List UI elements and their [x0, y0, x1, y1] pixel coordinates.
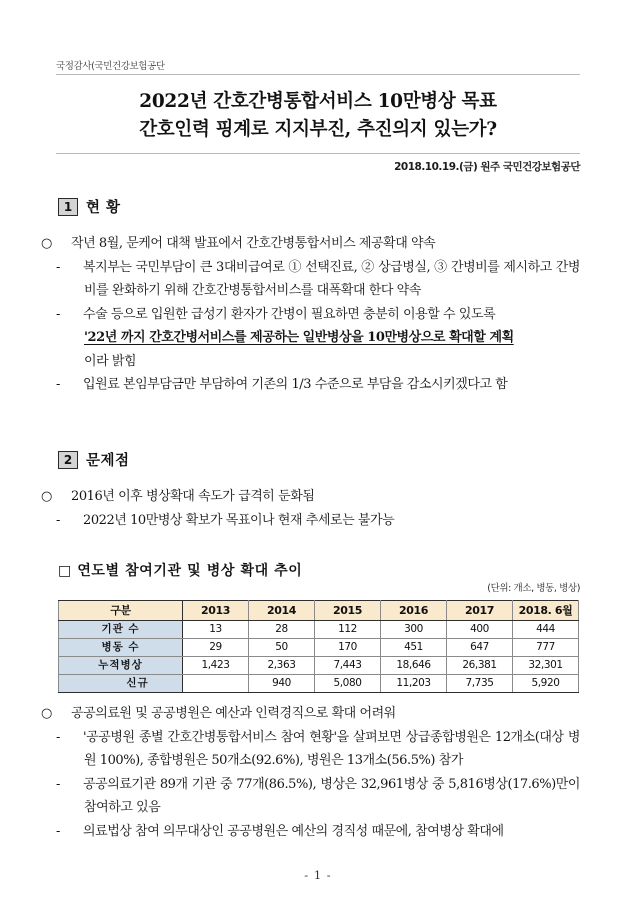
paragraph-text: 작년 8월, 문케어 대책 발표에서 간호간병통합서비스 제공확대 약속	[71, 236, 436, 251]
paragraph	[58, 256, 580, 303]
paragraph	[58, 373, 580, 397]
paragraph	[41, 232, 580, 256]
bullet-dash-icon: -	[56, 512, 60, 528]
table-header-cell: 2013	[183, 601, 249, 621]
paragraph-text: 공공의료원 및 공공병원은 예산과 인력경직으로 확대 어려워	[71, 706, 396, 721]
table-header-row	[59, 601, 579, 621]
section-2-body	[41, 485, 580, 532]
bullet-dash-icon: -	[56, 306, 60, 322]
table-cell: 32,301	[513, 657, 579, 675]
table-row	[59, 621, 579, 639]
paragraph-text: 복지부는 국민부담이 큰 3대비급여로 ① 선택진료, ② 상급병실, ③ 간병비를 제시하고 간병비를 완화하기 위해 간호간병통합서비스를 대폭확대 한다 약속	[83, 259, 580, 298]
section-1-title: 현 황	[86, 200, 121, 216]
closing-body	[41, 702, 580, 843]
table-cell: 300	[381, 621, 447, 639]
table-row-label: 병동 수	[59, 639, 183, 657]
section-2-title: 문제점	[86, 453, 130, 469]
bullet-dash-icon: -	[56, 776, 60, 792]
table-cell: 2,363	[249, 657, 315, 675]
bullet-circle-icon: ○	[41, 489, 52, 504]
table-cell: 170	[315, 639, 381, 657]
table-cell: 400	[447, 621, 513, 639]
table-header-cell: 구분	[59, 601, 183, 621]
table-header-cell: 2015	[315, 601, 381, 621]
bullet-dash-icon: -	[56, 259, 60, 275]
table-cell: 11,203	[381, 675, 447, 693]
table-header-cell: 2016	[381, 601, 447, 621]
table-cell: 777	[513, 639, 579, 657]
paragraph-emphasis	[58, 326, 580, 350]
table-cell: 1,423	[183, 657, 249, 675]
title-block	[56, 88, 580, 174]
table-header-cell: 2017	[447, 601, 513, 621]
table-row	[59, 675, 579, 693]
data-table-wrapper	[58, 600, 578, 693]
table-cell: 7,443	[315, 657, 381, 675]
title-rule	[56, 153, 580, 154]
bullet-circle-icon: ○	[41, 236, 52, 251]
table-cell: 50	[249, 639, 315, 657]
table-cell: 18,646	[381, 657, 447, 675]
table-row	[59, 639, 579, 657]
table-row-label: 누적병상	[59, 657, 183, 675]
table-cell: 7,735	[447, 675, 513, 693]
table-cell: 5,080	[315, 675, 381, 693]
paragraph-text: 이라 밝힘	[84, 353, 137, 369]
document-title-line-1: 2022년 간호간병통합서비스 10만병상 목표	[139, 91, 497, 112]
paragraph-text: 수술 등으로 입원한 급성기 환자가 간병이 필요하면 충분히 이용할 수 있도록	[83, 306, 496, 322]
table-cell: 29	[183, 639, 249, 657]
paragraph	[41, 485, 580, 509]
section-2-heading	[58, 449, 130, 470]
document-byline: 2018.10.19.(금) 원주 국민건강보험공단	[394, 161, 580, 173]
running-head-rule	[56, 74, 580, 75]
bullet-square-icon: □	[58, 563, 72, 579]
expansion-trend-table	[58, 600, 579, 693]
table-cell: 28	[249, 621, 315, 639]
table-header-cell: 2018. 6월	[513, 601, 579, 621]
paragraph-text: 2016년 이후 병상확대 속도가 급격히 둔화됨	[71, 489, 315, 504]
table-row-label: 기관 수	[59, 621, 183, 639]
running-head-text: 국정감사(국민건강보험공단	[56, 61, 165, 72]
page-number: - 1 -	[304, 868, 332, 882]
bullet-dash-icon: -	[56, 823, 60, 839]
paragraph	[58, 820, 580, 844]
table-cell: 13	[183, 621, 249, 639]
bullet-circle-icon: ○	[41, 706, 52, 721]
table-cell	[183, 675, 249, 693]
table-header-cell: 2014	[249, 601, 315, 621]
paragraph	[58, 773, 580, 820]
paragraph	[58, 350, 580, 374]
paragraph-text: 공공의료기관 89개 기관 중 77개(86.5%), 병상은 32,961병상 중 5,816병상(17.6%)만이 참여하고 있음	[83, 776, 580, 815]
paragraph	[41, 702, 580, 726]
section-2-number: 2	[58, 451, 78, 469]
table-row-label-sub: 신규	[59, 675, 183, 693]
paragraph	[58, 303, 580, 327]
table-cell: 647	[447, 639, 513, 657]
paragraph	[58, 509, 580, 533]
section-1-heading	[58, 196, 121, 217]
table-title	[58, 560, 302, 580]
section-1-body	[41, 232, 580, 397]
document-title-line-2: 간호인력 핑계로 지지부진, 추진의지 있는가?	[139, 119, 497, 140]
bullet-dash-icon: -	[56, 729, 60, 745]
running-head-area	[56, 58, 580, 75]
table-title-text: 연도별 참여기관 및 병상 확대 추이	[77, 563, 303, 579]
paragraph-text: 2022년 10만병상 확보가 목표이나 현재 추세로는 불가능	[83, 512, 395, 528]
emphasized-text: '22년 까지 간호간병서비스를 제공하는 일반병상을 10만병상으로 확대할 계획	[84, 330, 514, 345]
table-cell: 940	[249, 675, 315, 693]
paragraph-text: 입원료 본임부담금만 부담하여 기존의 1/3 수준으로 부담을 감소시키겠다고 함	[83, 377, 508, 392]
bullet-dash-icon: -	[56, 377, 60, 392]
paragraph	[58, 726, 580, 773]
table-cell: 112	[315, 621, 381, 639]
table-row	[59, 657, 579, 675]
table-cell: 444	[513, 621, 579, 639]
table-cell: 26,381	[447, 657, 513, 675]
table-cell: 5,920	[513, 675, 579, 693]
paragraph-text: '공공병원 종별 간호간병통합서비스 참여 현황'을 살펴보면 상급종합병원은 12개소(대상 병원 100%), 종합병원은 50개소(92.6%), 병원은 13개소(56.5%) 참가	[83, 729, 580, 768]
section-1-number: 1	[58, 198, 78, 216]
table-unit-note: (단위: 개소, 병동, 병상)	[487, 583, 580, 594]
paragraph-text: 의료법상 참여 의무대상인 공공병원은 예산의 경직성 때문에, 참여병상 확대에	[83, 823, 504, 839]
table-cell: 451	[381, 639, 447, 657]
